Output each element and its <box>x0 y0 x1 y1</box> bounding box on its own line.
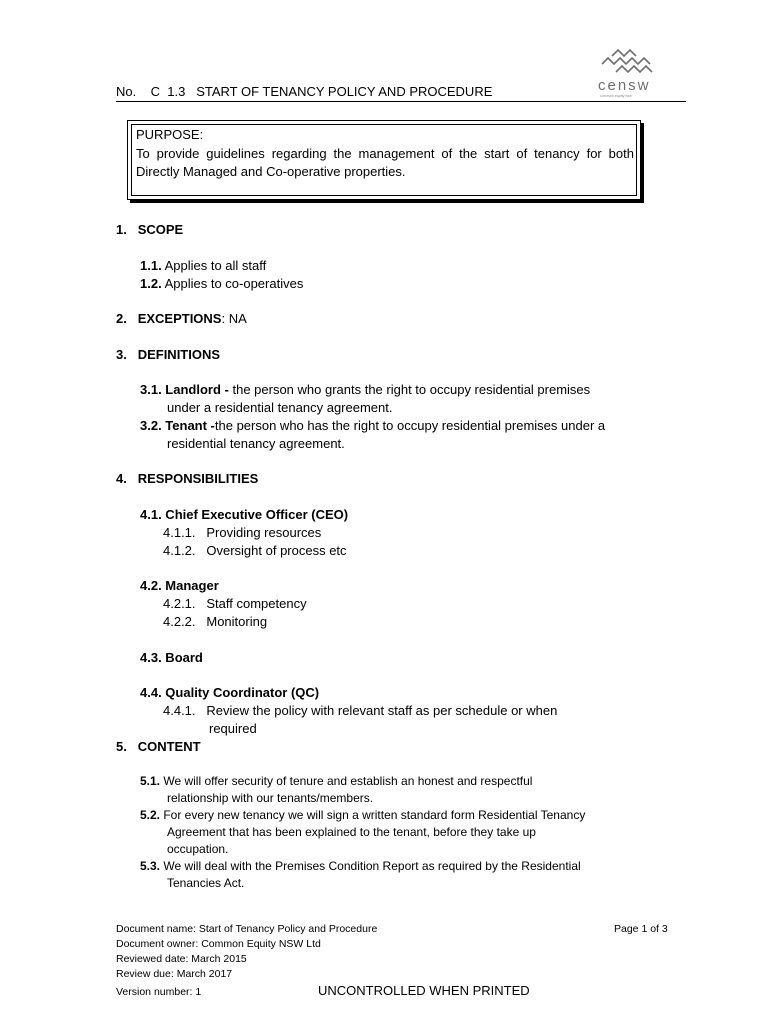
content-item: 5.3. We will deal with the Premises Condition Report as required by the Residential <box>140 859 581 873</box>
definition-landlord: 3.1. Landlord - the person who grants the right to occupy residential premises <box>140 382 591 397</box>
footer-doc-name: Document name: Start of Tenancy Policy and Procedure <box>116 923 378 935</box>
subsection-ceo: 4.1. Chief Executive Officer (CEO) <box>140 507 349 522</box>
document-title: No. C 1.3 START OF TENANCY POLICY AND PROCEDURE <box>116 84 493 99</box>
section-2-heading: 2. EXCEPTIONS: NA <box>116 311 247 326</box>
definition-landlord-cont: under a residential tenancy agreement. <box>167 400 393 415</box>
section-1-heading <box>116 221 183 239</box>
list-item-cont: required <box>209 721 257 736</box>
content-item-cont: Tenancies Act. <box>167 876 245 890</box>
logo-wordmark: censw <box>598 77 651 94</box>
purpose-heading: PURPOSE: <box>136 127 204 142</box>
content-item: 5.1. We will offer security of tenure and establish an honest and respectful <box>140 774 533 788</box>
section-5-heading: 5. CONTENT <box>116 739 201 754</box>
footer-review-due: Review due: March 2017 <box>116 968 233 980</box>
roof-logo-icon <box>592 40 682 100</box>
section-4-heading: 4. RESPONSIBILITIES <box>116 471 259 486</box>
footer-reviewed-date: Reviewed date: March 2015 <box>116 953 247 965</box>
footer-page-number: Page 1 of 3 <box>614 923 668 935</box>
subsection-board: 4.3. Board <box>140 650 203 665</box>
content-item-cont: Agreement that has been explained to the tenant, before they take up <box>167 825 536 839</box>
subsection-qc: 4.4. Quality Coordinator (QC) <box>140 685 320 700</box>
subsection-manager: 4.2. Manager <box>140 578 219 593</box>
purpose-text: To provide guidelines regarding the management of the start of tenancy for both Directly Managed and Co-operative properties. <box>136 146 634 179</box>
content-item-cont: relationship with our tenants/members. <box>167 791 374 805</box>
definition-tenant: 3.2. Tenant -the person who has the right to occupy residential premises under a <box>140 418 606 433</box>
censw-logo <box>592 40 682 100</box>
list-item: 4.4.1. Review the policy with relevant staff as per schedule or when <box>163 703 558 718</box>
logo-tagline: common equity nsw <box>600 94 632 98</box>
definition-tenant-cont: residential tenancy agreement. <box>167 436 345 451</box>
footer-doc-owner: Document owner: Common Equity NSW Ltd <box>116 938 321 950</box>
content-item: 5.2. For every new tenancy we will sign a written standard form Residential Tenancy <box>140 808 586 822</box>
content-item-cont: occupation. <box>167 842 229 856</box>
section-3-heading: 3. DEFINITIONS <box>116 347 221 362</box>
list-item: 1.1. Applies to all staff <box>140 258 267 273</box>
header-divider <box>116 101 686 102</box>
list-item: 4.2.1. Staff competency <box>163 596 307 611</box>
section-number: 1. <box>116 222 127 237</box>
list-item: 4.1.2. Oversight of process etc <box>163 543 347 558</box>
uncontrolled-notice: UNCONTROLLED WHEN PRINTED <box>318 983 530 998</box>
list-item: 1.2. Applies to co-operatives <box>140 276 304 291</box>
footer-version: Version number: 1 <box>116 986 202 998</box>
section-title: SCOPE <box>137 222 184 237</box>
list-item: 4.2.2. Monitoring <box>163 614 268 629</box>
list-item: 4.1.1. Providing resources <box>163 525 322 540</box>
